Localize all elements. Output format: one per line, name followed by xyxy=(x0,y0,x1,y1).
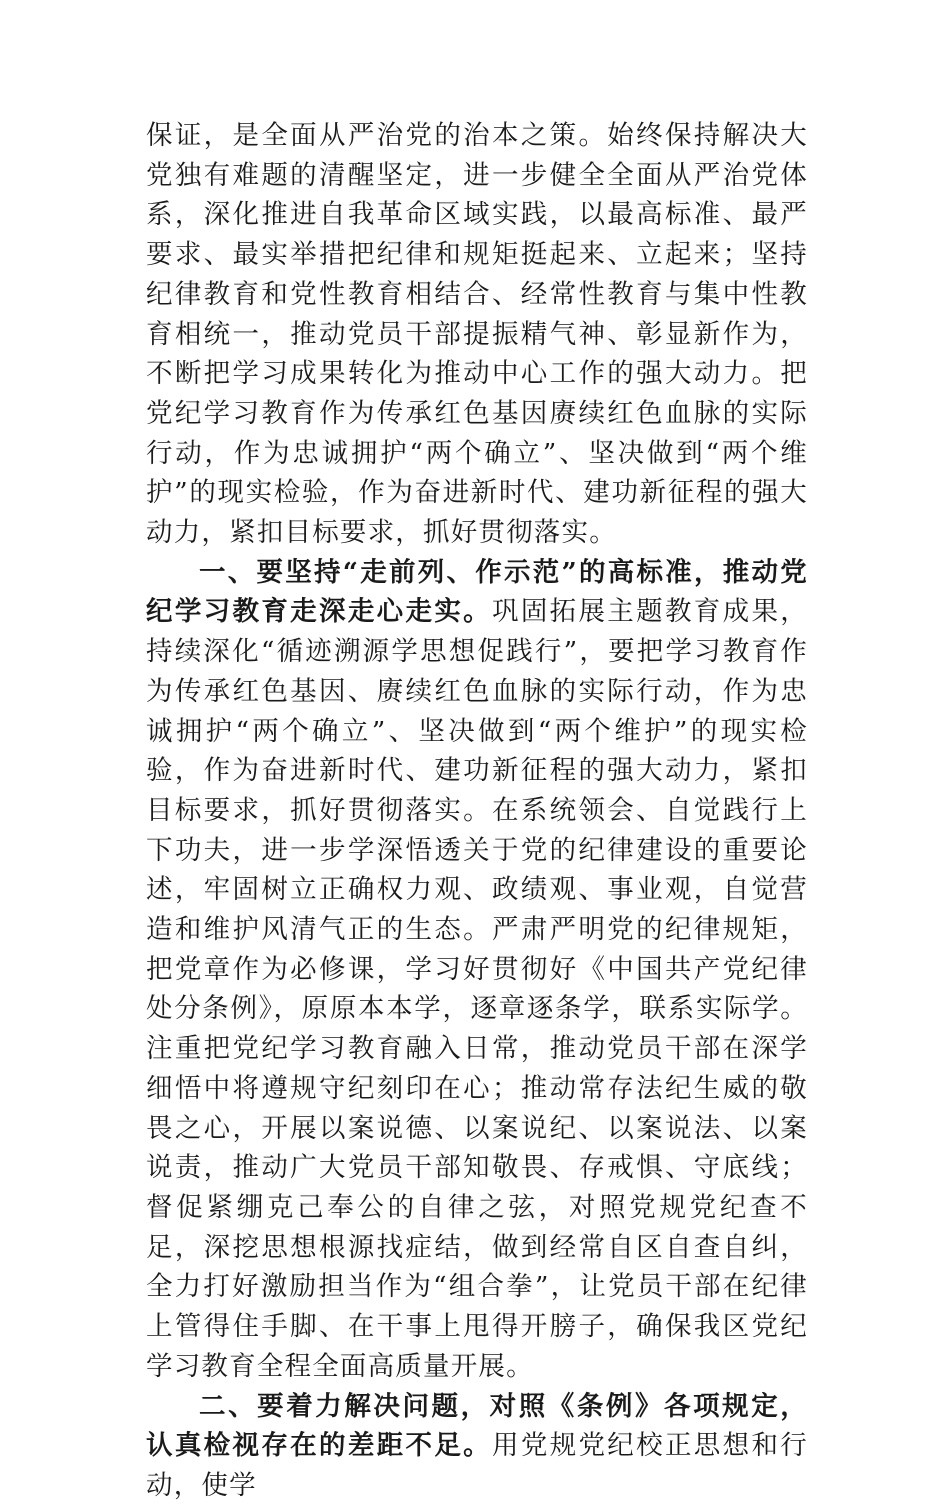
section-heading-two: 二、要着力解决问题，对照《条例》各项规定，认真检视存在的差距不足。 xyxy=(146,1390,808,1462)
paragraph-body: 用党规党纪校正思想和行动，使学 xyxy=(146,1430,808,1501)
paragraph-body: 保证，是全面从严治党的治本之策。始终保持解决大党独有难题的清醒坚定，进一步健全全面从严治党体系，深化推进自我革命区域实践，以最高标准、最严要求、最实举措把纪律和规矩挺起来、立起来；坚持纪律教育和党性教育相结合、经常性教育与集中性教育相统一，推动党员干部提振精气神、彰显新作为，不断把学习成果转化为推动中心工作的强大动力。把党纪学习教育作为传承红色基因赓续红色血脉的实际行动，作为忠诚拥护“两个确立”、坚决做到“两个维护”的现实检验，作为奋进新时代、建功新征程的强大动力，紧扣目标要求，抓好贯彻落实。 xyxy=(146,120,808,549)
section-heading-one: 一、要坚持“走前列、作示范”的高标准，推动党纪学习教育走深走心走实。 xyxy=(146,556,808,628)
document-page xyxy=(146,116,808,1506)
paragraph-intro xyxy=(146,116,808,553)
paragraph-body: 巩固拓展主题教育成果，持续深化“循迹溯源学思想促践行”，要把学习教育作为传承红色基因、赓续红色血脉的实际行动，作为忠诚拥护“两个确立”、坚决做到“两个维护”的现实检验，作为奋进新时代、建功新征程的强大动力，紧扣目标要求，抓好贯彻落实。在系统领会、自觉践行上下功夫，进一步学深悟透关于党的纪律建设的重要论述，牢固树立正确权力观、政绩观、事业观，自觉营造和维护风清气正的生态。严肃严明党的纪律规矩，把党章作为必修课，学习好贯彻好《中国共产党纪律处分条例》，原原本本学，逐章逐条学，联系实际学。注重把党纪学习教育融入日常，推动党员干部在深学细悟中将遵规守纪刻印在心；推动常存法纪生威的敬畏之心，开展以案说德、以案说纪、以案说法、以案说责，推动广大党员干部知敬畏、存戒惧、守底线；督促紧绷克己奉公的自律之弦，对照党规党纪查不足，深挖思想根源找症结，做到经常自区自查自纠，全力打好激励担当作为“组合拳”，让党员干部在纪律上管得住手脚、在干事上甩得开膀子，确保我区党纪学习教育全程全面高质量开展。 xyxy=(146,596,808,1382)
paragraph-section-two xyxy=(146,1387,808,1506)
paragraph-section-one xyxy=(146,553,808,1387)
